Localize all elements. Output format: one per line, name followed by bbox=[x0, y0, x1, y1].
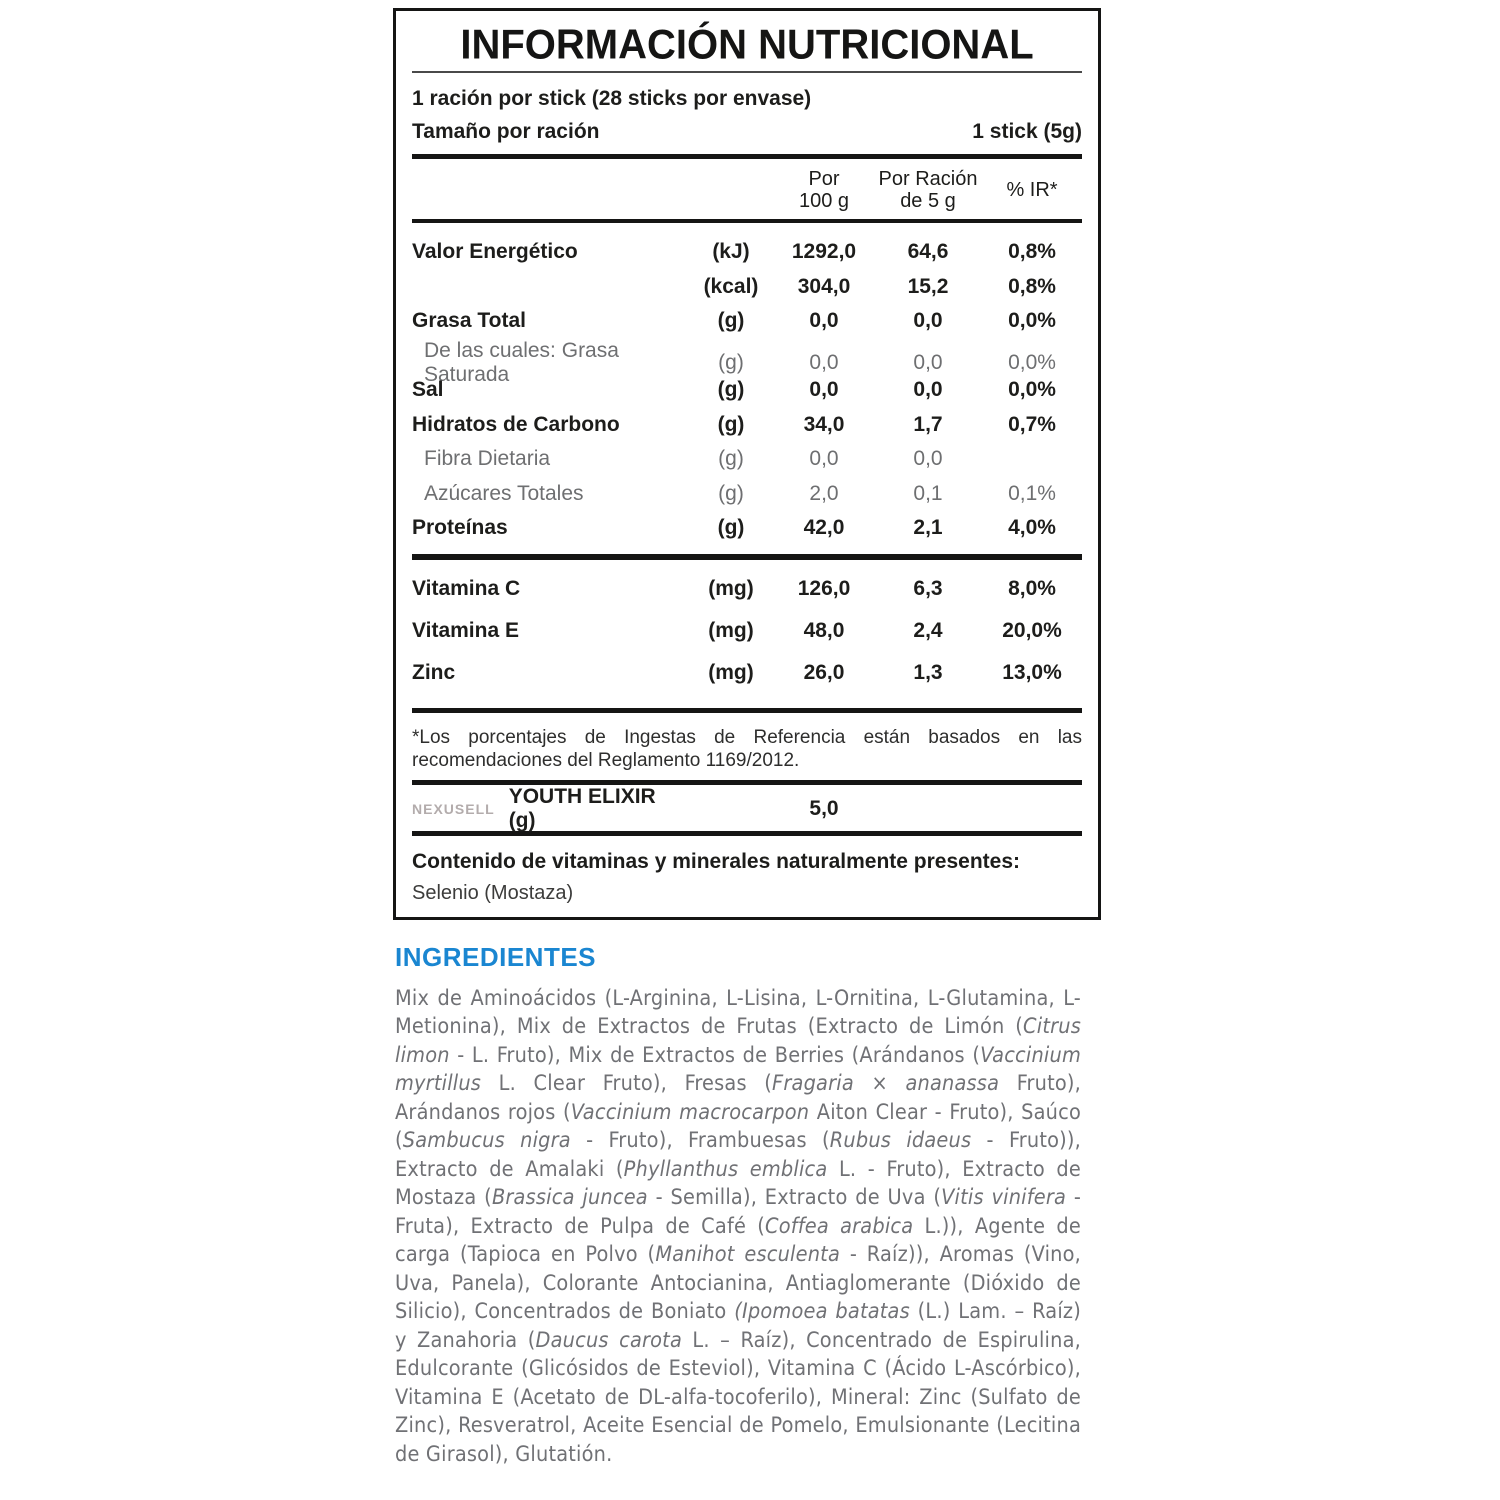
nutrient-row bbox=[412, 442, 1082, 477]
value-per-serving: 2,1 bbox=[913, 516, 943, 540]
botanical-name: (Ipomoea batatas bbox=[734, 1299, 910, 1324]
botanical-name: Vitis vinifera bbox=[941, 1185, 1067, 1210]
nutrient-label: Grasa Total bbox=[412, 309, 526, 333]
value-per-100g: 0,0 bbox=[809, 378, 839, 402]
value-per-100g: 0,0 bbox=[809, 350, 839, 374]
divider bbox=[412, 154, 1082, 159]
ingredient-text: - L. Fruto), Mix de Extractos de Berries (Arándanos ( bbox=[449, 1042, 981, 1068]
nutrient-row bbox=[412, 511, 1082, 546]
ingredient-text: - Raíz)), Aromas (Vino, Uva, Panela), Colorante Antocianina, Antiaglomerante (Dióxido de Silicio), Concentrados de Boniato bbox=[395, 1242, 1082, 1324]
blend-name: YOUTH ELIXIR (g) bbox=[508, 784, 656, 832]
nutrient-row bbox=[412, 408, 1082, 443]
botanical-name: Sambucus nigra bbox=[402, 1128, 571, 1153]
nutrient-row bbox=[412, 270, 1082, 305]
ingredient-text: (L.) Lam. – Raíz) y Zanahoria ( bbox=[395, 1299, 1081, 1353]
panel-title: INFORMACIÓN NUTRICIONAL bbox=[460, 22, 1034, 68]
nutrient-label: De las cuales: Grasa Saturada bbox=[424, 338, 619, 386]
nutrient-label: Valor Energético bbox=[412, 240, 578, 264]
nutrient-unit: (g) bbox=[717, 378, 745, 402]
servings-per-container: 1 ración por stick (28 sticks por envase) bbox=[412, 87, 812, 110]
nutrient-unit: (kJ) bbox=[712, 240, 750, 264]
value-percent-ir: 0,0% bbox=[1008, 378, 1056, 402]
nutrient-unit: (mg) bbox=[708, 618, 754, 642]
divider bbox=[412, 708, 1082, 713]
value-percent-ir: 0,8% bbox=[1008, 274, 1056, 298]
value-per-100g: 34,0 bbox=[803, 412, 845, 436]
ingredient-text: Fruto), Arándanos rojos ( bbox=[395, 1071, 1081, 1125]
botanical-name: Brassica juncea bbox=[491, 1185, 648, 1210]
ingredient-text: Aiton Clear - Fruto), Saúco ( bbox=[395, 1099, 1081, 1153]
botanical-name: Manihot esculenta bbox=[655, 1242, 841, 1267]
nutrient-unit: (kcal) bbox=[703, 274, 759, 298]
nutrition-facts-panel bbox=[393, 8, 1101, 920]
nutrient-label: Hidratos de Carbono bbox=[412, 412, 620, 436]
nutrient-unit: (g) bbox=[718, 481, 744, 505]
nutrient-unit: (g) bbox=[717, 516, 745, 540]
ingredient-text: - Fruto), Frambuesas ( bbox=[570, 1128, 830, 1153]
naturals-value: Selenio (Mostaza) bbox=[412, 881, 574, 904]
value-per-100g: 0,0 bbox=[809, 447, 839, 471]
nutrient-label: Sal bbox=[412, 378, 444, 402]
value-percent-ir: 8,0% bbox=[1008, 576, 1056, 600]
value-per-100g: 126,0 bbox=[797, 576, 851, 600]
ingredients-paragraph bbox=[395, 985, 1081, 1470]
ingredients-heading: INGREDIENTES bbox=[395, 941, 597, 972]
col-per-serving: Por Ración de 5 g bbox=[878, 168, 978, 212]
value-per-serving: 64,6 bbox=[907, 240, 949, 264]
value-per-100g: 2,0 bbox=[809, 481, 839, 505]
value-per-100g: 42,0 bbox=[803, 516, 845, 540]
ingredients-section bbox=[393, 942, 1083, 1470]
serving-size-value: 1 stick (5g) bbox=[972, 120, 1082, 143]
nutrient-unit: (g) bbox=[718, 447, 744, 471]
botanical-name: Citrus limon bbox=[395, 1014, 1081, 1068]
nutrient-row bbox=[412, 235, 1082, 270]
nutrient-row bbox=[412, 304, 1082, 339]
divider bbox=[412, 554, 1082, 560]
serving-size-row bbox=[412, 120, 1082, 144]
value-per-serving: 2,4 bbox=[913, 618, 943, 642]
ingredient-text: - Fruta), Extracto de Pulpa de Café ( bbox=[395, 1185, 1082, 1239]
ingredient-text: L. – Raíz), Concentrado de Espirulina, Edulcorante (Glicósidos de Esteviol), Vitamina C (Ácido L-Ascórbico), Vitamina E (Acetato de DL-alfa-tocoferilo), Mineral: Zinc (Sulfato de Zinc), Resveratrol, Aceite Esencial de Pomelo, Emulsionante (Lecitina de Girasol), Glutatión. bbox=[395, 1327, 1081, 1467]
ingredient-text: Mix de Aminoácidos (L-Arginina, L-Lisina, L-Ornitina, L-Glutamina, L-Metionina), Mix de Extractos de Frutas (Extracto de Limón ( bbox=[395, 985, 1081, 1039]
botanical-name: Daucus carota bbox=[535, 1327, 683, 1353]
value-per-100g: 0,0 bbox=[809, 309, 839, 333]
ingredient-text: L.)), Agente de carga (Tapioca en Polvo ( bbox=[395, 1213, 1081, 1267]
value-per-serving: 1,3 bbox=[913, 660, 943, 684]
value-per-100g: 304,0 bbox=[797, 274, 851, 298]
nutrient-unit: (mg) bbox=[708, 576, 754, 600]
botanical-name: Rubus idaeus bbox=[829, 1128, 972, 1153]
nutrient-unit: (mg) bbox=[708, 660, 754, 684]
nutrient-row bbox=[412, 568, 1082, 610]
value-per-100g: 1292,0 bbox=[791, 240, 857, 264]
value-per-serving: 0,0 bbox=[913, 309, 943, 333]
botanical-name: Coffea arabica bbox=[765, 1213, 914, 1239]
value-percent-ir: 0,0% bbox=[1008, 309, 1056, 333]
nutrient-unit: (g) bbox=[717, 412, 745, 436]
naturals-heading: Contenido de vitaminas y minerales naturalmente presentes: bbox=[412, 849, 1021, 873]
label-sheet bbox=[393, 8, 1101, 1469]
ingredient-text: L. Clear Fruto), Fresas ( bbox=[481, 1071, 773, 1096]
botanical-name: Phyllanthus emblica bbox=[623, 1156, 828, 1182]
serving-size-label: Tamaño por ración bbox=[412, 120, 600, 143]
col-percent-ir: % IR* bbox=[1006, 179, 1058, 201]
nutrient-label: Azúcares Totales bbox=[424, 481, 584, 505]
nutrient-label: Zinc bbox=[412, 660, 456, 684]
value-percent-ir: 0,0% bbox=[1008, 350, 1056, 374]
nutrient-unit: (g) bbox=[718, 350, 744, 374]
micronutrient-rows bbox=[412, 568, 1082, 694]
value-per-serving: 0,0 bbox=[913, 447, 943, 471]
value-percent-ir: 0,7% bbox=[1008, 412, 1056, 436]
nutrient-row bbox=[412, 652, 1082, 694]
reference-intake-footnote: *Los porcentajes de Ingestas de Referencia están basados en las recomendaciones del Reglamento 1169/2012. bbox=[412, 726, 1082, 771]
macronutrient-rows bbox=[412, 235, 1082, 546]
column-headers bbox=[412, 168, 1082, 212]
value-percent-ir: 0,8% bbox=[1008, 240, 1056, 264]
value-per-serving: 15,2 bbox=[907, 274, 949, 298]
col-per-100g: Por 100 g bbox=[798, 168, 850, 212]
value-per-100g: 26,0 bbox=[803, 660, 845, 684]
value-percent-ir: 4,0% bbox=[1008, 516, 1056, 540]
brand-logo: NEXUSELL bbox=[412, 800, 495, 817]
value-per-serving: 6,3 bbox=[913, 576, 943, 600]
proprietary-blend-row bbox=[412, 785, 1082, 831]
nutrient-row bbox=[412, 610, 1082, 652]
value-per-serving: 0,0 bbox=[913, 378, 943, 402]
botanical-name: Vaccinium macrocarpon bbox=[570, 1099, 810, 1125]
nutrient-label: Proteínas bbox=[412, 516, 508, 540]
value-percent-ir: 13,0% bbox=[1002, 660, 1062, 684]
value-per-serving: 0,0 bbox=[913, 350, 943, 374]
nutrient-label: Vitamina C bbox=[412, 576, 521, 600]
title-divider bbox=[412, 71, 1082, 73]
botanical-name: Fragaria × ananassa bbox=[772, 1071, 1000, 1096]
botanical-name: Vaccinium myrtillus bbox=[395, 1042, 1081, 1096]
ingredient-text: - Fruto)), Extracto de Amalaki ( bbox=[395, 1128, 1081, 1182]
blend-amount: 5,0 bbox=[809, 796, 839, 820]
value-percent-ir: 0,1% bbox=[1008, 481, 1056, 505]
ingredient-text: L. - Fruto), Extracto de Mostaza ( bbox=[395, 1156, 1081, 1210]
value-per-serving: 1,7 bbox=[913, 412, 943, 436]
nutrient-label: Vitamina E bbox=[412, 618, 519, 642]
ingredient-text: - Semilla), Extracto de Uva ( bbox=[647, 1185, 942, 1210]
divider bbox=[412, 219, 1082, 223]
nutrient-label: Fibra Dietaria bbox=[424, 447, 551, 471]
nutrient-row bbox=[412, 477, 1082, 512]
nutrient-unit: (g) bbox=[717, 309, 745, 333]
value-per-serving: 0,1 bbox=[913, 481, 943, 505]
value-per-100g: 48,0 bbox=[803, 618, 845, 642]
value-percent-ir: 20,0% bbox=[1002, 618, 1062, 642]
nutrient-row bbox=[412, 338, 1082, 386]
nutrient-row bbox=[412, 373, 1082, 408]
